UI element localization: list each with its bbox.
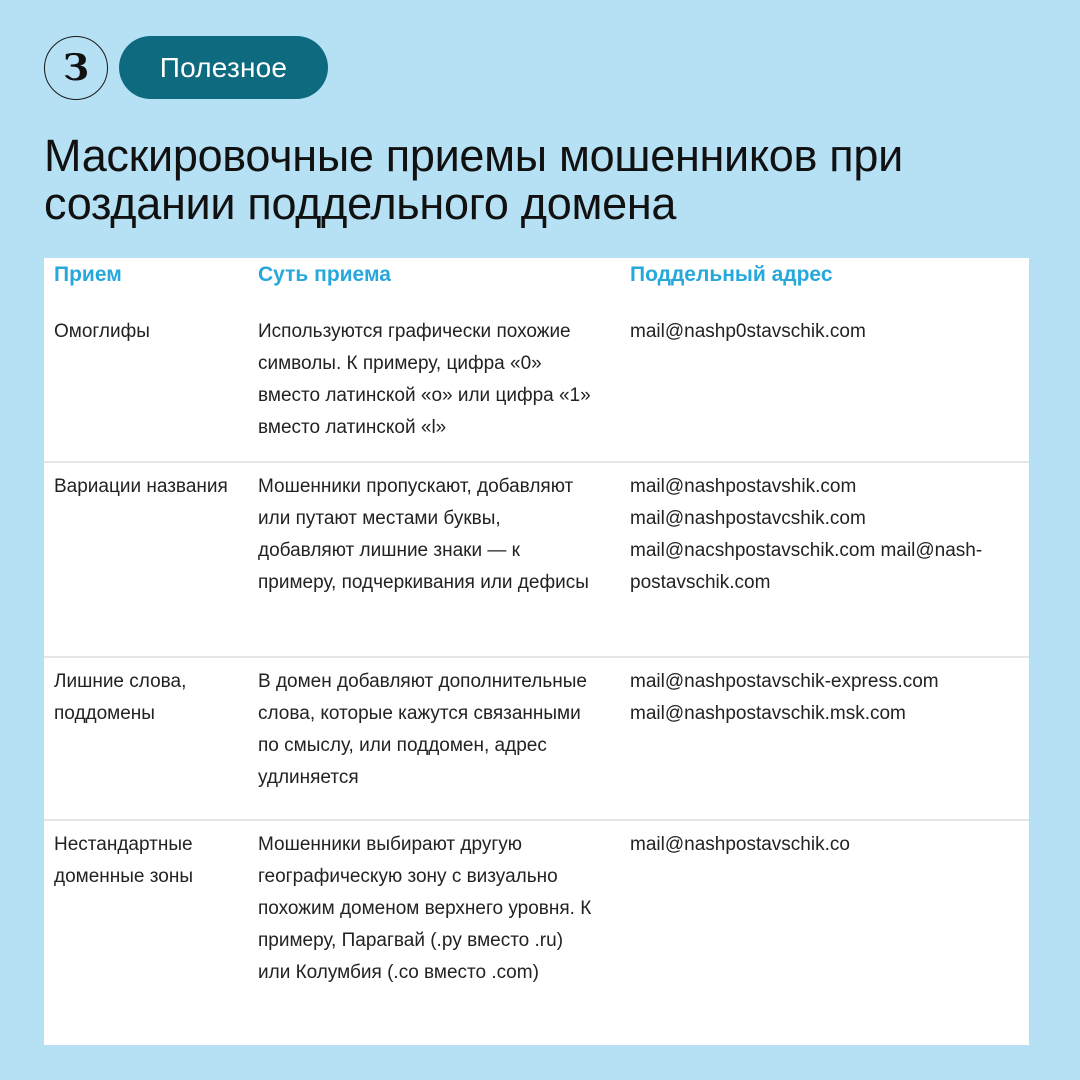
technique-cell: Нестандартные доменные зоны xyxy=(54,834,193,887)
fake-email: mail@nashpostavcshik.com xyxy=(630,508,866,529)
table-header xyxy=(44,258,1029,308)
table-row xyxy=(44,308,1029,463)
column-header-description: Суть приема xyxy=(258,263,391,286)
fake-email: mail@nashpostavschik.msk.com xyxy=(630,703,906,724)
technique-cell: Лишние слова, поддомены xyxy=(54,671,187,724)
fraud-techniques-table xyxy=(44,258,1029,1045)
description-cell: В домен добавляют дополнительные слова, которые кажутся связанными по смыслу, или поддомен, адрес удлиняется xyxy=(258,671,587,788)
address-cell xyxy=(630,829,1025,861)
technique-cell: Омоглифы xyxy=(54,321,150,342)
table-row xyxy=(44,658,1029,821)
table-row xyxy=(44,821,1029,1043)
category-tag: Полезное xyxy=(119,36,328,99)
fake-email: mail@nacshpostavschik.com mail@nash-postavschik.com xyxy=(630,540,983,593)
address-cell xyxy=(630,471,1025,599)
table-row xyxy=(44,463,1029,658)
address-cell xyxy=(630,666,1025,730)
fake-email: mail@nashp0stavschik.com xyxy=(630,321,866,342)
column-header-fake-address: Поддельный адрес xyxy=(630,263,833,286)
page-title: Маскировочные приемы мошенников при создании поддельного домена xyxy=(44,130,903,229)
fake-email: mail@nashpostavschik-express.com xyxy=(630,671,939,692)
description-cell: Мошенники пропускают, добавляют или путают местами буквы, добавляют лишние знаки — к примеру, подчеркивания или дефисы xyxy=(258,476,589,593)
brand-logo xyxy=(44,36,108,100)
fake-email: mail@nashpostavshik.com xyxy=(630,476,857,497)
fake-email: mail@nashpostavschik.co xyxy=(630,834,850,855)
column-header-technique: Прием xyxy=(54,263,122,286)
logo-letter: З xyxy=(63,47,89,89)
address-cell xyxy=(630,316,1025,348)
technique-cell: Вариации названия xyxy=(54,476,228,497)
description-cell: Мошенники выбирают другую географическую зону с визуально похожим доменом верхнего уровня. К примеру, Парагвай (.py вместо .ru) или Колумбия (.co вместо .com) xyxy=(258,834,592,983)
description-cell: Используются графически похожие символы. К примеру, цифра «0» вместо латинской «o» или цифра «1» вместо латинской «l» xyxy=(258,321,591,438)
